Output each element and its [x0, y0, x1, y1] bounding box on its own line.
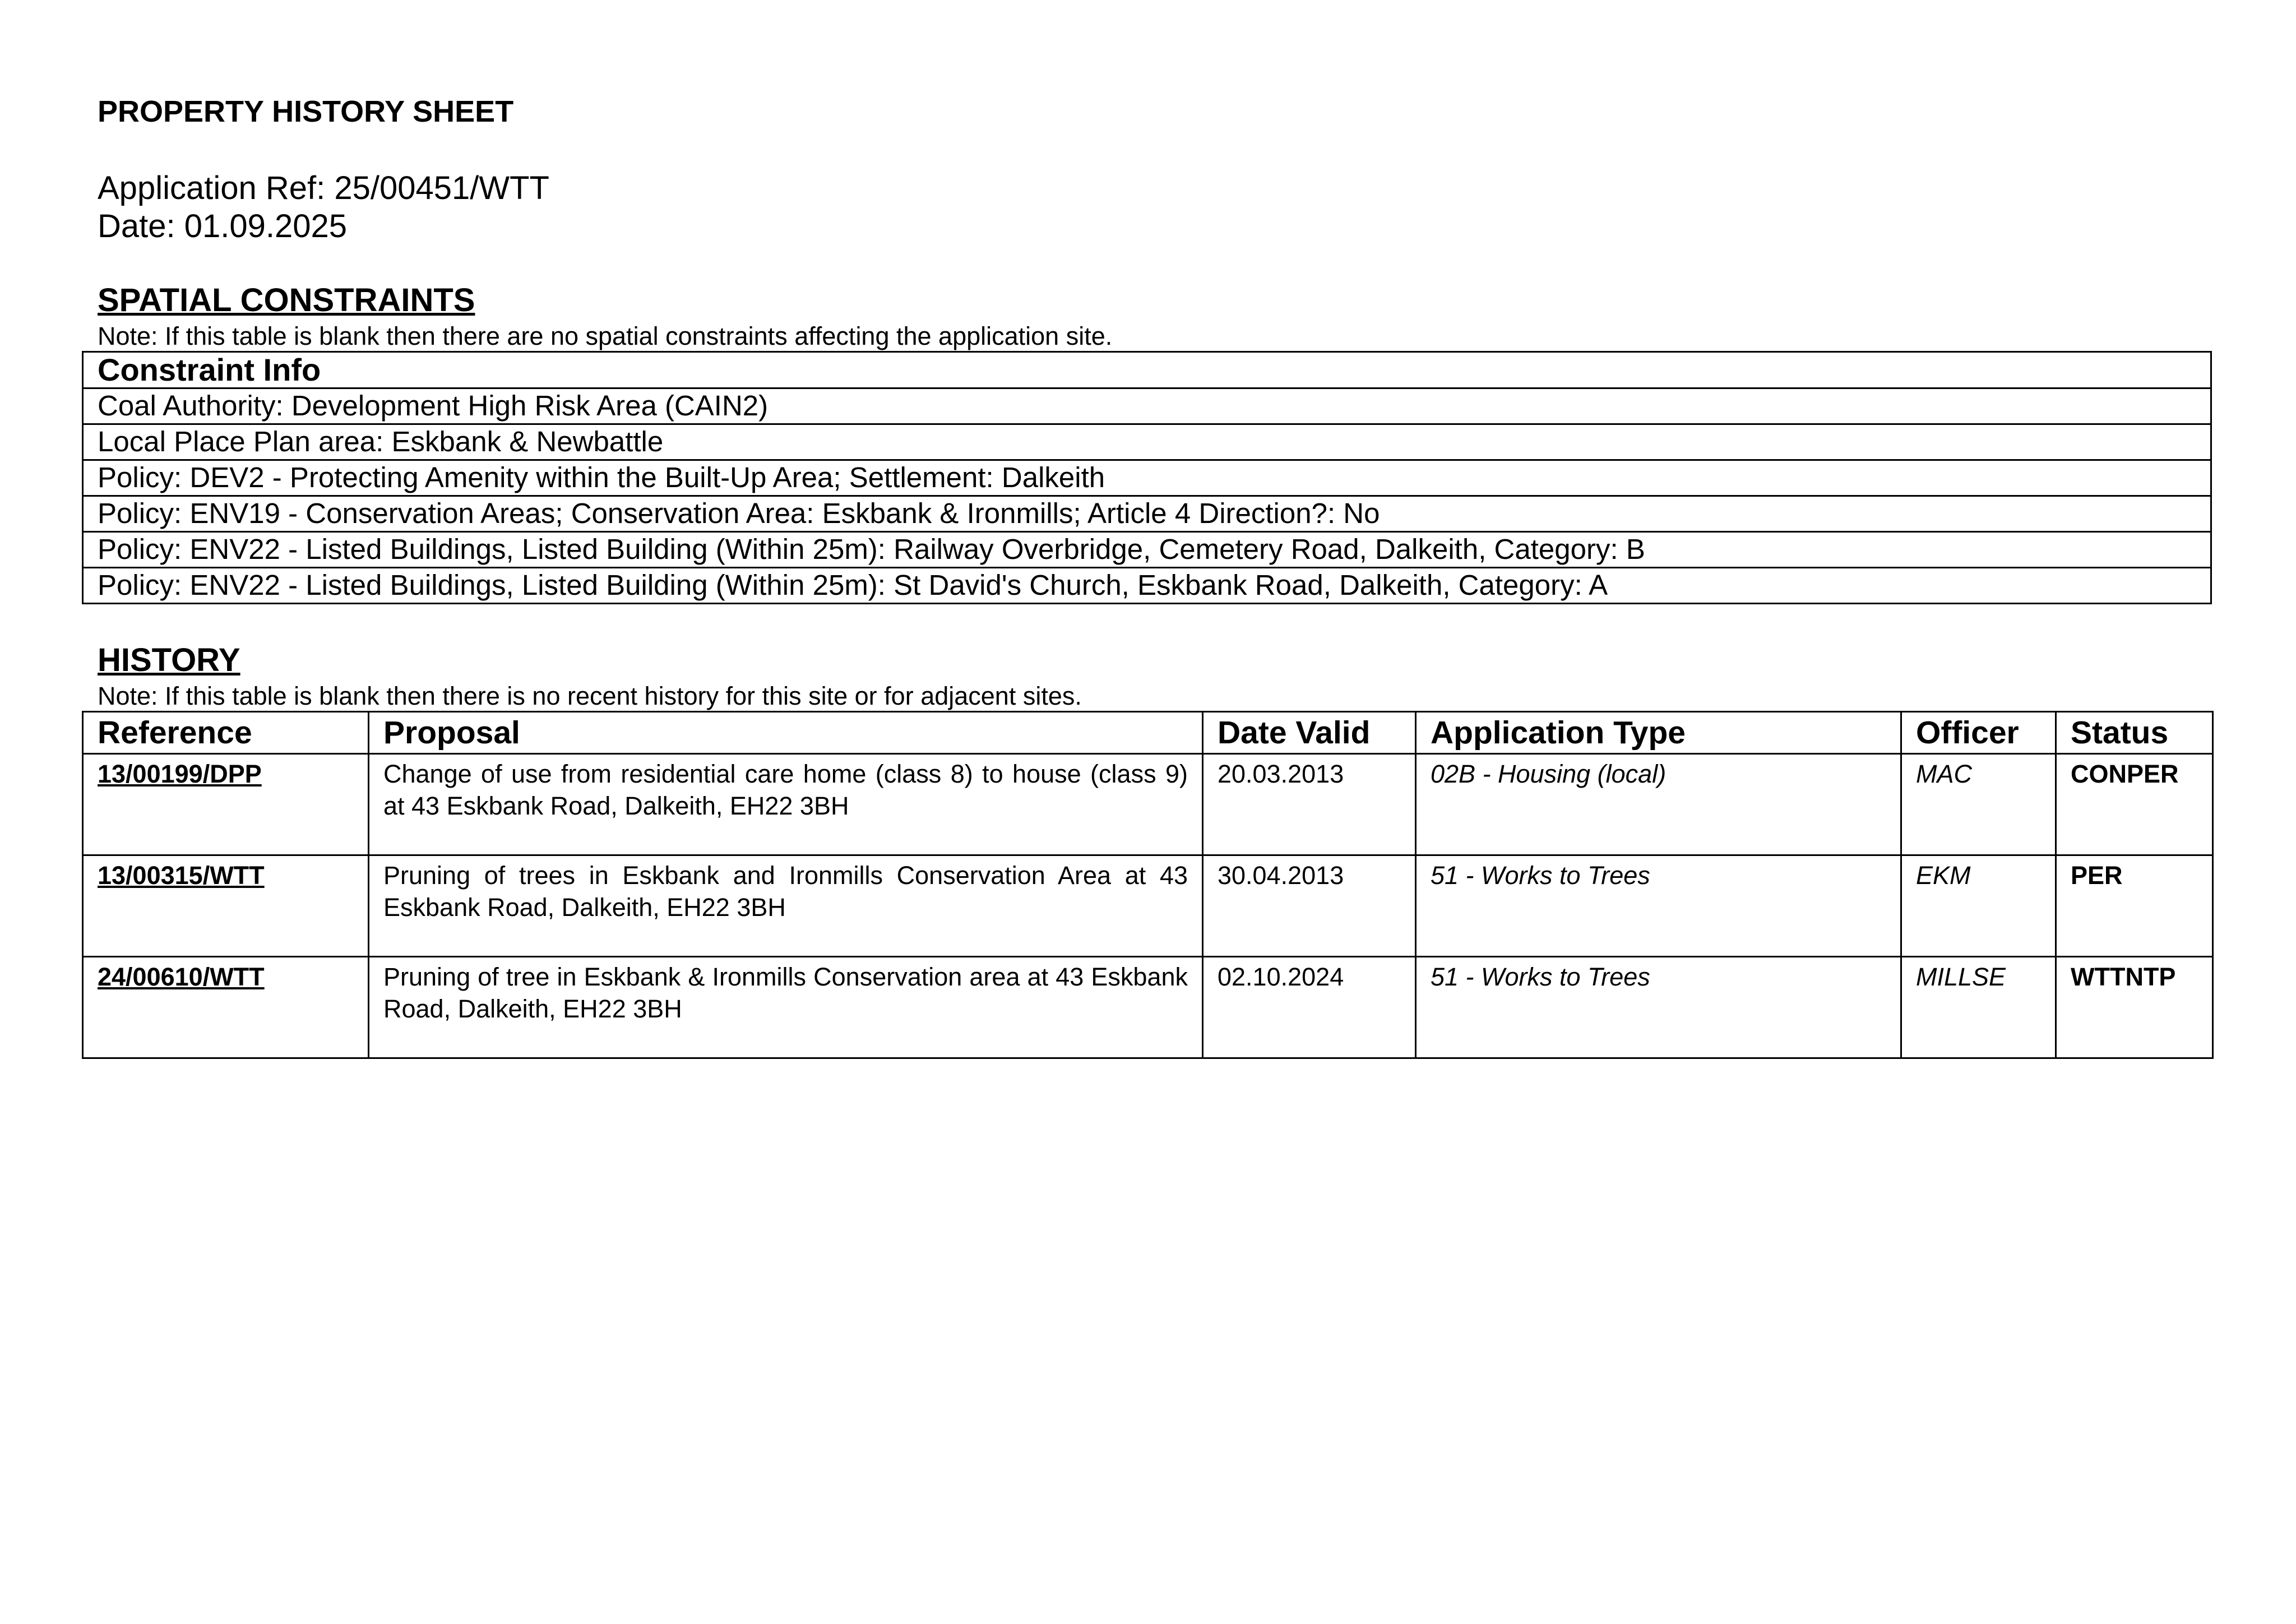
constraint-cell: Policy: ENV22 - Listed Buildings, Listed Building (Within 25m): Railway Overbridge, Cemetery Road, Dalkeith, Category: B: [83, 532, 2211, 568]
constraint-cell: Coal Authority: Development High Risk Area (CAIN2): [83, 388, 2211, 424]
application-type-cell: 51 - Works to Trees: [1416, 855, 1901, 957]
proposal-cell: Pruning of trees in Eskbank and Ironmills Conservation Area at 43 Eskbank Road, Dalkeith, EH22 3BH: [369, 855, 1203, 957]
table-row: [83, 460, 2211, 496]
table-row: [83, 957, 2213, 1058]
reference-link[interactable]: 13/00199/DPP: [83, 754, 369, 855]
status-cell: WTTNTP: [2056, 957, 2213, 1058]
application-type-cell: 02B - Housing (local): [1416, 754, 1901, 855]
table-row: [83, 424, 2211, 460]
officer-cell: MILLSE: [1901, 957, 2056, 1058]
constraint-cell: Local Place Plan area: Eskbank & Newbattle: [83, 424, 2211, 460]
table-header-row: [83, 352, 2211, 388]
application-date: Date: 01.09.2025: [98, 208, 348, 244]
reference-link[interactable]: 13/00315/WTT: [83, 855, 369, 957]
column-header-constraint-info: Constraint Info: [83, 352, 2211, 388]
spatial-constraints-note: Note: If this table is blank then there are no spatial constraints affecting the application site.: [98, 322, 1113, 350]
table-row: [83, 568, 2211, 604]
column-header-application-type: Application Type: [1416, 712, 1901, 754]
column-header-proposal: Proposal: [369, 712, 1203, 754]
proposal-cell: Pruning of tree in Eskbank & Ironmills Conservation area at 43 Eskbank Road, Dalkeith, EH22 3BH: [369, 957, 1203, 1058]
document-title: PROPERTY HISTORY SHEET: [98, 95, 514, 128]
proposal-cell: Change of use from residential care home (class 8) to house (class 9) at 43 Eskbank Road, Dalkeith, EH22 3BH: [369, 754, 1203, 855]
date-valid-cell: 02.10.2024: [1203, 957, 1416, 1058]
date-valid-cell: 30.04.2013: [1203, 855, 1416, 957]
column-header-reference: Reference: [83, 712, 369, 754]
table-row: [83, 754, 2213, 855]
constraint-cell: Policy: ENV19 - Conservation Areas; Conservation Area: Eskbank & Ironmills; Article 4 Direction?: No: [83, 496, 2211, 532]
history-table: [82, 711, 2214, 1059]
application-ref: Application Ref: 25/00451/WTT: [98, 170, 549, 206]
history-note: Note: If this table is blank then there is no recent history for this site or for adjacent sites.: [98, 682, 1082, 710]
date-valid-cell: 20.03.2013: [1203, 754, 1416, 855]
table-row: [83, 496, 2211, 532]
spatial-constraints-table: [82, 351, 2212, 604]
table-header-row: [83, 712, 2213, 754]
application-type-cell: 51 - Works to Trees: [1416, 957, 1901, 1058]
constraint-cell: Policy: ENV22 - Listed Buildings, Listed Building (Within 25m): St David's Church, Eskbank Road, Dalkeith, Category: A: [83, 568, 2211, 604]
table-row: [83, 532, 2211, 568]
officer-cell: EKM: [1901, 855, 2056, 957]
table-row: [83, 388, 2211, 424]
history-heading: HISTORY: [98, 642, 240, 678]
spatial-constraints-heading: SPATIAL CONSTRAINTS: [98, 282, 475, 318]
officer-cell: MAC: [1901, 754, 2056, 855]
constraint-cell: Policy: DEV2 - Protecting Amenity within the Built-Up Area; Settlement: Dalkeith: [83, 460, 2211, 496]
column-header-officer: Officer: [1901, 712, 2056, 754]
column-header-status: Status: [2056, 712, 2213, 754]
column-header-date-valid: Date Valid: [1203, 712, 1416, 754]
reference-link[interactable]: 24/00610/WTT: [83, 957, 369, 1058]
table-row: [83, 855, 2213, 957]
status-cell: CONPER: [2056, 754, 2213, 855]
status-cell: PER: [2056, 855, 2213, 957]
